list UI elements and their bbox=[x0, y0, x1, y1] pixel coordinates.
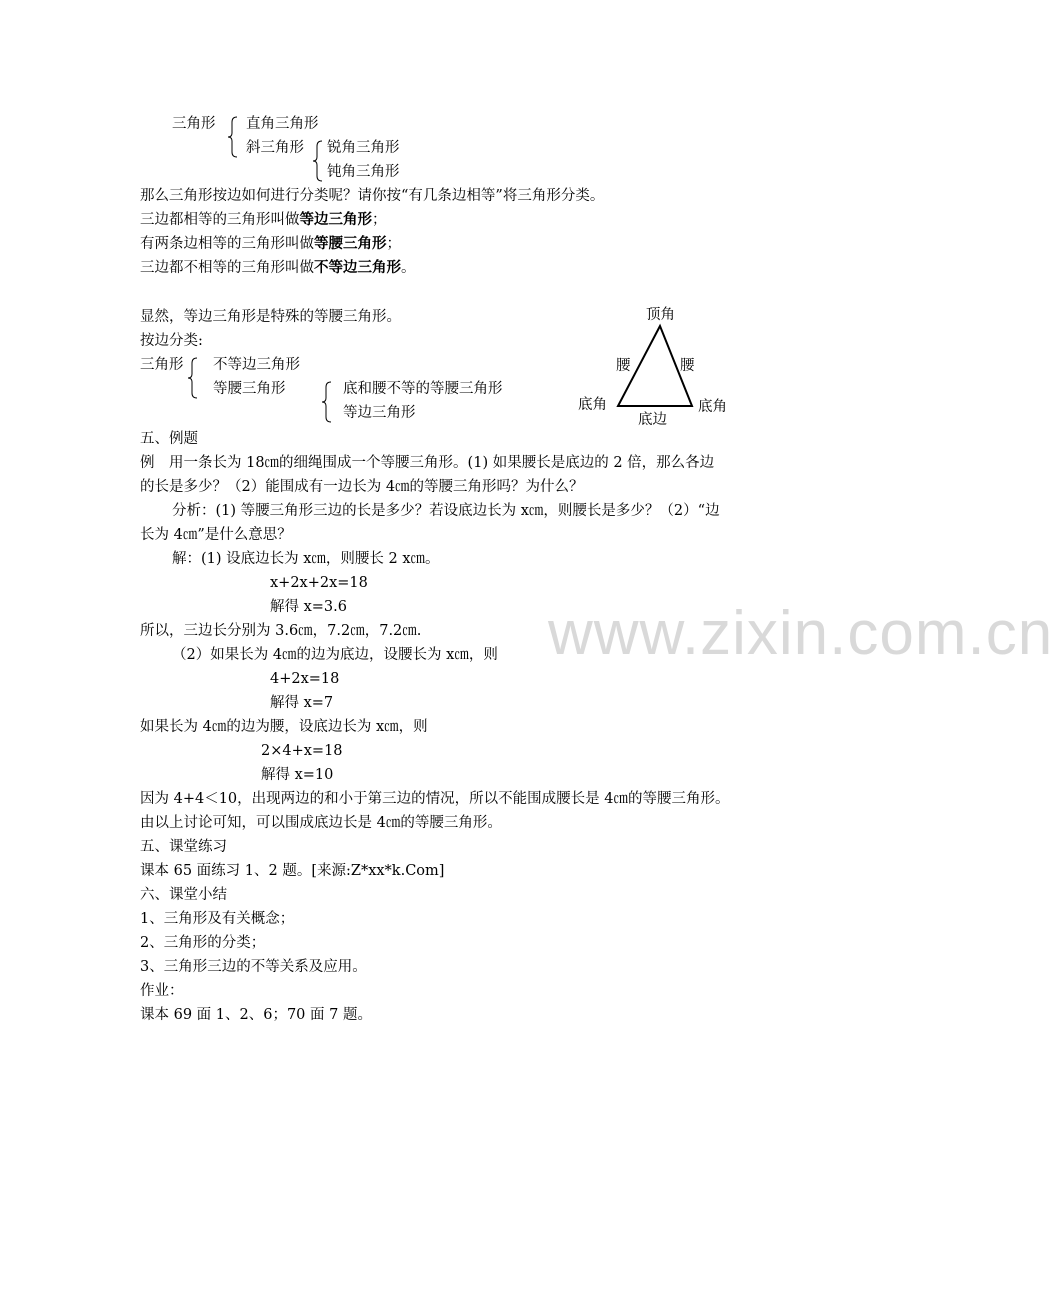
equation-1-solution: 解得 x=3.6 bbox=[270, 599, 347, 615]
part-2: （2）如果长为 4㎝的边为底边，设腰长为 x㎝，则 bbox=[172, 647, 498, 663]
homework-heading: 作业： bbox=[140, 983, 184, 999]
def-equilateral-term: 等边三角形 bbox=[299, 212, 372, 228]
tree1-grand-acute: 锐角三角形 bbox=[327, 140, 400, 156]
label-leg-right: 腰 bbox=[680, 358, 695, 374]
tree1-sub-brace bbox=[311, 140, 325, 182]
section-examples-heading: 五、例题 bbox=[140, 431, 198, 447]
example-line-1: 例 用一条长为 18㎝的细绳围成一个等腰三角形。(1) 如果腰长是底边的 2 倍，那么各边 bbox=[140, 455, 715, 471]
def-equilateral bbox=[140, 210, 387, 230]
summary-item-3: 3、三角形三边的不等关系及应用。 bbox=[140, 959, 367, 975]
if-leg-text: 如果长为 4㎝的边为腰，设底边长为 x㎝，则 bbox=[140, 719, 428, 735]
intro-text: 那么三角形按边如何进行分类呢？请你按“有几条边相等”将三角形分类。 bbox=[140, 188, 605, 204]
equation-2-solution: 解得 x=7 bbox=[270, 695, 334, 711]
label-base-angle-left: 底角 bbox=[578, 397, 607, 413]
def-isosceles bbox=[140, 234, 401, 254]
equation-3: 2×4+x=18 bbox=[261, 743, 343, 759]
tree2-root: 三角形 bbox=[140, 357, 184, 373]
def-equilateral-pre: 三边都相等的三角形叫做 bbox=[140, 212, 300, 228]
summary-item-2: 2、三角形的分类； bbox=[140, 935, 266, 951]
by-side-label: 按边分类: bbox=[140, 333, 203, 349]
def-scalene-term: 不等边三角形 bbox=[314, 260, 401, 276]
tree2-brace bbox=[186, 357, 200, 399]
tree1-brace bbox=[226, 116, 240, 158]
because-text: 因为 4+4＜10，出现两边的和小于第三边的情况，所以不能围成腰长是 4㎝的等腰三角形。 bbox=[140, 791, 730, 807]
label-leg-left: 腰 bbox=[616, 358, 631, 374]
label-base-angle-right: 底角 bbox=[698, 399, 727, 415]
tree1-root: 三角形 bbox=[172, 116, 216, 132]
tree1-child-right: 直角三角形 bbox=[246, 116, 319, 132]
tree2-grand-non-equilateral: 底和腰不等的等腰三角形 bbox=[343, 381, 503, 397]
solution-1: 解：(1) 设底边长为 x㎝，则腰长 2 x㎝。 bbox=[172, 551, 440, 567]
tree2-child-isosceles: 等腰三角形 bbox=[213, 381, 286, 397]
def-scalene-post: 。 bbox=[401, 260, 416, 276]
def-scalene bbox=[140, 258, 416, 278]
homework-text: 课本 69 面 1、2、6；70 面 7 题。 bbox=[140, 1007, 372, 1023]
label-base: 底边 bbox=[638, 412, 667, 428]
watermark: www.zixin.com.cn bbox=[548, 599, 1053, 668]
obvious-text: 显然，等边三角形是特殊的等腰三角形。 bbox=[140, 309, 401, 325]
tree2-grand-equilateral: 等边三角形 bbox=[343, 405, 416, 421]
equation-1: x+2x+2x=18 bbox=[270, 575, 368, 591]
analysis-line-2: 长为 4㎝”是什么意思？ bbox=[140, 527, 292, 543]
example-line-2: 的长是多少？（2）能围成有一边长为 4㎝的等腰三角形吗？为什么？ bbox=[140, 479, 584, 495]
tree2-sub-brace bbox=[320, 381, 334, 423]
def-isosceles-term: 等腰三角形 bbox=[314, 236, 387, 252]
def-isosceles-pre: 有两条边相等的三角形叫做 bbox=[140, 236, 314, 252]
summary-heading: 六、课堂小结 bbox=[140, 887, 227, 903]
label-apex-angle: 顶角 bbox=[646, 307, 675, 323]
def-equilateral-post: ； bbox=[372, 212, 387, 228]
tree1-grand-obtuse: 钝角三角形 bbox=[327, 164, 400, 180]
practice-heading: 五、课堂练习 bbox=[140, 839, 227, 855]
result-1: 所以，三边长分别为 3.6㎝，7.2㎝，7.2㎝. bbox=[140, 623, 422, 639]
tree2-child-scalene: 不等边三角形 bbox=[213, 357, 300, 373]
summary-item-1: 1、三角形及有关概念； bbox=[140, 911, 295, 927]
analysis-line-1: 分析：(1) 等腰三角形三边的长是多少？若设底边长为 x㎝，则腰长是多少？（2）“边 bbox=[172, 503, 720, 519]
equation-3-solution: 解得 x=10 bbox=[261, 767, 334, 783]
def-isosceles-post: ； bbox=[386, 236, 401, 252]
conclusion-text: 由以上讨论可知，可以围成底边长是 4㎝的等腰三角形。 bbox=[140, 815, 502, 831]
tree1-child-oblique: 斜三角形 bbox=[246, 140, 304, 156]
equation-2: 4+2x=18 bbox=[270, 671, 340, 687]
def-scalene-pre: 三边都不相等的三角形叫做 bbox=[140, 260, 314, 276]
practice-text: 课本 65 面练习 1、2 题。[来源:Z*xx*k.Com] bbox=[140, 863, 445, 879]
